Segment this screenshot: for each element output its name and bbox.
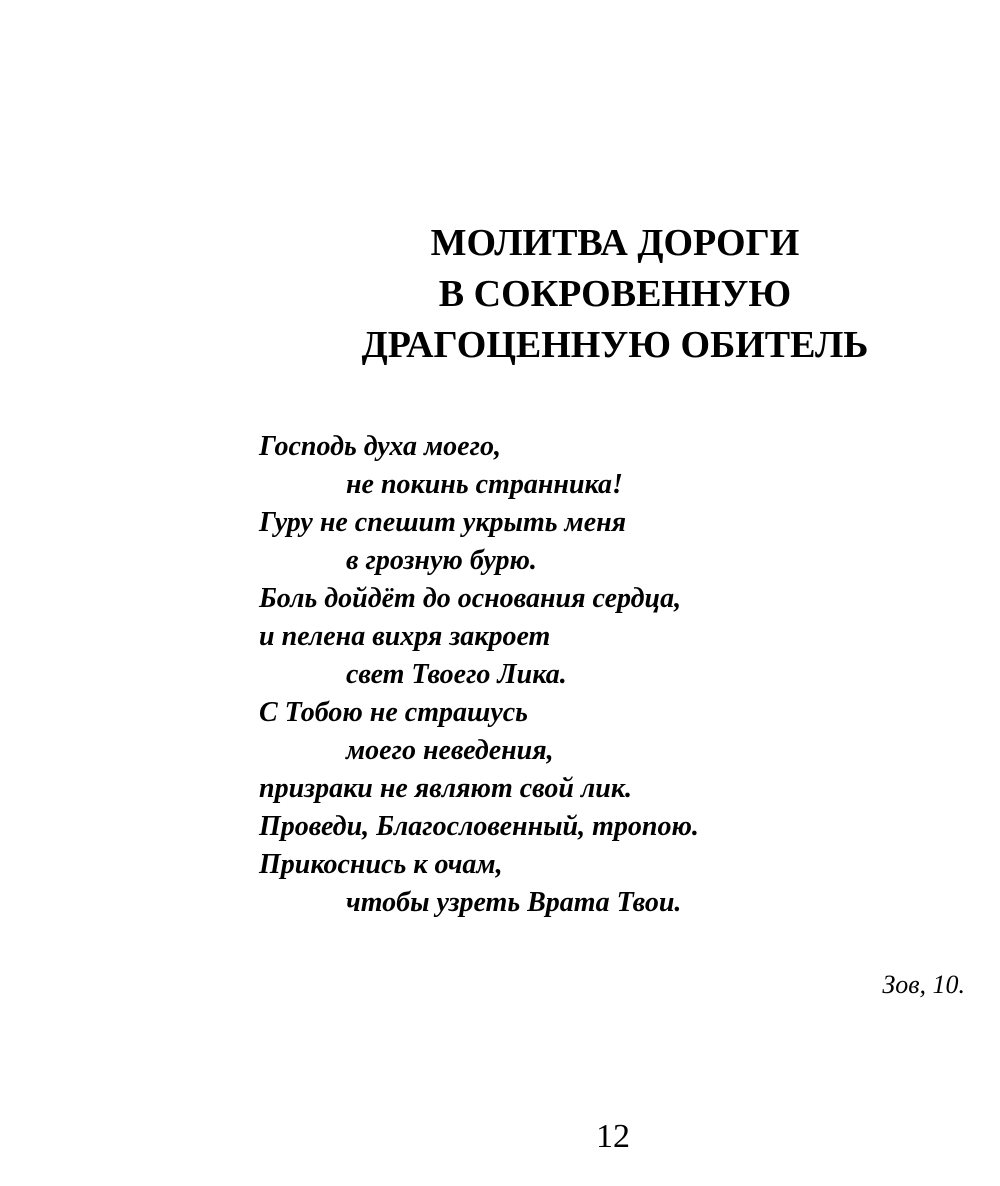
poem-line: моего неведения,: [346, 735, 554, 766]
poem-body: [259, 428, 959, 922]
poem-line: Прикоснись к очам,: [259, 849, 503, 880]
poem-line: свет Твоего Лика.: [346, 659, 567, 690]
title-line-2: В СОКРОВЕННУЮ: [438, 273, 792, 315]
title-line-3: ДРАГОЦЕННУЮ ОБИТЕЛЬ: [361, 324, 869, 366]
source-citation: Зов, 10.: [882, 970, 965, 999]
poem-line: призраки не являют свой лик.: [259, 773, 633, 804]
poem-line: С Тобою не страшусь: [259, 697, 528, 728]
poem-line: в грозную бурю.: [346, 545, 537, 576]
poem-line: чтобы узреть Врата Твои.: [346, 887, 682, 918]
poem-line: Боль дойдёт до основания сердца,: [259, 583, 682, 614]
poem-line: не покинь странника!: [346, 469, 623, 500]
title-line-1: МОЛИТВА ДОРОГИ: [430, 222, 800, 264]
poem-line: Проведи, Благословенный, тропою.: [259, 811, 699, 842]
poem-line: Господь духа моего,: [259, 431, 501, 462]
prayer-title: [300, 218, 930, 371]
poem-line: Гуру не спешит укрыть меня: [259, 507, 627, 538]
page-number: 12: [596, 1118, 630, 1155]
poem-line: и пелена вихря закроет: [259, 621, 551, 652]
